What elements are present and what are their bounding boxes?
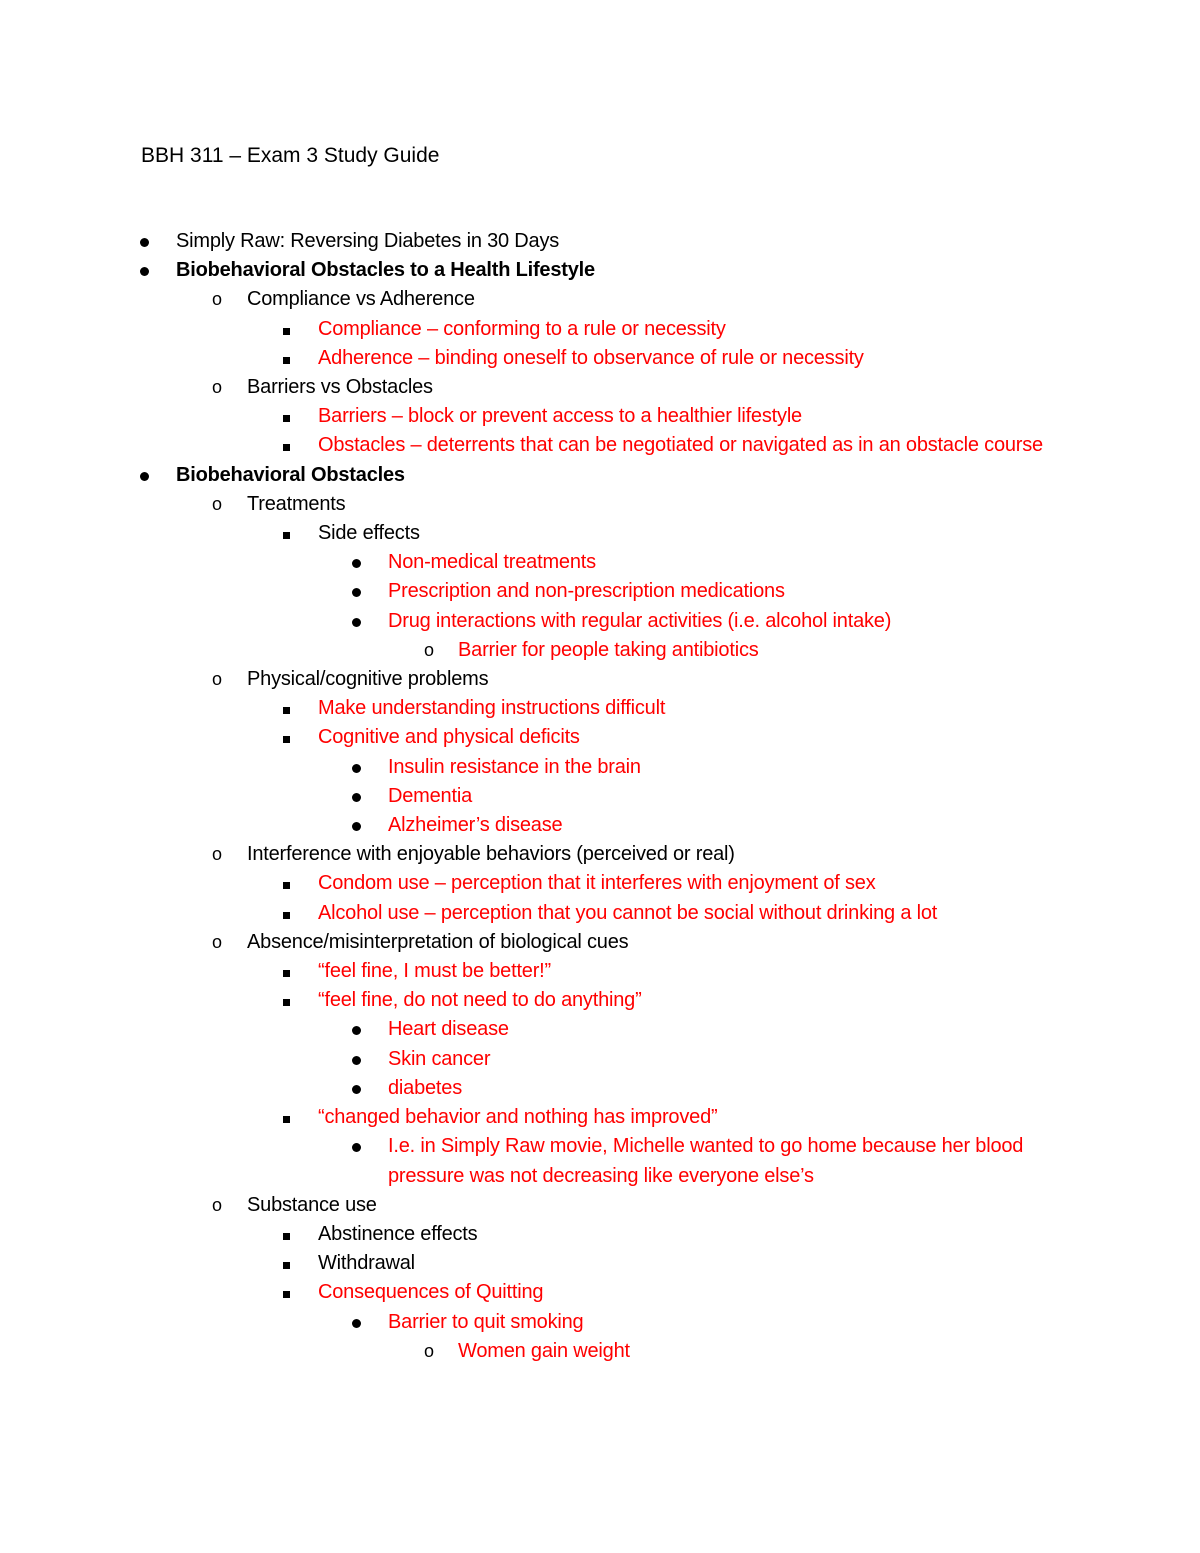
list-item xyxy=(0,548,1048,577)
list-item-text: Compliance vs Adherence xyxy=(247,288,475,311)
bullet-icon xyxy=(352,1015,372,1044)
square-bullet-icon xyxy=(283,869,303,898)
list-item xyxy=(0,519,1048,548)
list-item xyxy=(0,1308,1048,1337)
square-bullet-icon xyxy=(283,1103,303,1132)
list-item-text: Withdrawal xyxy=(318,1252,415,1275)
circle-bullet-icon: o xyxy=(212,289,222,310)
list-item-text: Heart disease xyxy=(388,1018,509,1041)
list-item xyxy=(0,490,1200,519)
list-item xyxy=(0,840,1200,869)
circle-bullet-icon: o xyxy=(424,639,434,660)
outline-list xyxy=(0,227,1200,1366)
list-item-text: Obstacles – deterrents that can be negotiated or navigated as in an obstacle course xyxy=(318,434,1043,457)
square-bullet-icon xyxy=(283,899,303,928)
circle-bullet-icon: o xyxy=(424,1340,434,1361)
list-item-text: Insulin resistance in the brain xyxy=(388,755,641,778)
list-item-text: Interference with enjoyable behaviors (perceived or real) xyxy=(247,843,735,866)
list-item xyxy=(0,694,1048,723)
list-item xyxy=(0,665,1200,694)
list-item xyxy=(0,636,1200,665)
bullet-icon xyxy=(352,753,372,782)
list-item xyxy=(0,1191,1200,1220)
list-item-text: Alcohol use – perception that you cannot be social without drinking a lot xyxy=(318,901,938,924)
bullet-icon xyxy=(352,1074,372,1103)
bullet-icon xyxy=(352,1045,372,1074)
bullet-icon xyxy=(352,548,372,577)
list-item xyxy=(0,782,1048,811)
list-item-text: Prescription and non-prescription medications xyxy=(388,580,785,603)
list-item xyxy=(0,1337,1200,1366)
list-item-text: Barriers vs Obstacles xyxy=(247,376,433,399)
square-bullet-icon xyxy=(283,1278,303,1307)
list-item-text: “changed behavior and nothing has improved” xyxy=(318,1106,718,1129)
list-item-text: Drug interactions with regular activities (i.e. alcohol intake) xyxy=(388,609,892,632)
square-bullet-icon xyxy=(283,986,303,1015)
list-item xyxy=(0,899,1048,928)
list-item xyxy=(0,256,1200,285)
bullet-icon xyxy=(352,607,372,636)
list-item-text: Adherence – binding oneself to observance of rule or necessity xyxy=(318,346,864,369)
circle-bullet-icon: o xyxy=(212,844,222,865)
list-item xyxy=(0,607,1048,636)
list-item xyxy=(0,986,1048,1015)
list-item xyxy=(0,461,1200,490)
square-bullet-icon xyxy=(283,431,303,460)
circle-bullet-icon: o xyxy=(212,931,222,952)
list-item-text: Condom use – perception that it interferes with enjoyment of sex xyxy=(318,872,876,895)
list-item-text: Alzheimer’s disease xyxy=(388,814,563,837)
circle-bullet-icon: o xyxy=(212,1194,222,1215)
square-bullet-icon xyxy=(283,344,303,373)
square-bullet-icon xyxy=(283,402,303,431)
list-item-text: Consequences of Quitting xyxy=(318,1281,544,1304)
circle-bullet-icon: o xyxy=(212,377,222,398)
square-bullet-icon xyxy=(283,1249,303,1278)
list-item-text: Treatments xyxy=(247,492,346,515)
list-item xyxy=(0,315,1048,344)
square-bullet-icon xyxy=(283,1220,303,1249)
square-bullet-icon xyxy=(283,315,303,344)
list-item-text: Make understanding instructions difficult xyxy=(318,697,666,720)
list-item xyxy=(0,402,1048,431)
list-item xyxy=(0,723,1048,752)
circle-bullet-icon: o xyxy=(212,669,222,690)
list-item-text: Women gain weight xyxy=(458,1339,630,1362)
bullet-icon xyxy=(352,1132,372,1161)
bullet-icon xyxy=(140,256,160,285)
bullet-icon xyxy=(140,461,160,490)
square-bullet-icon xyxy=(283,694,303,723)
list-item-text: Dementia xyxy=(388,784,472,807)
list-item xyxy=(0,1045,1048,1074)
list-item-text: “feel fine, I must be better!” xyxy=(318,960,551,983)
list-item-text: Simply Raw: Reversing Diabetes in 30 Days xyxy=(176,230,560,252)
list-item-text: Barriers – block or prevent access to a healthier lifestyle xyxy=(318,405,802,428)
list-item-text: Barrier to quit smoking xyxy=(388,1310,584,1333)
list-item-text: Biobehavioral Obstacles to a Health Lifestyle xyxy=(176,259,595,282)
list-item-text: Barrier for people taking antibiotics xyxy=(458,638,759,661)
list-item-text: Compliance – conforming to a rule or necessity xyxy=(318,317,726,340)
list-item-text: I.e. in Simply Raw movie, Michelle wanted to go home because her blood pressure was not decreasing like everyone else’s xyxy=(388,1135,1024,1187)
list-item xyxy=(0,227,1200,256)
list-item-text: Absence/misinterpretation of biological cues xyxy=(247,930,629,953)
bullet-icon xyxy=(352,811,372,840)
list-item xyxy=(0,577,1048,606)
bullet-icon xyxy=(352,1308,372,1337)
list-item xyxy=(0,957,1048,986)
list-item-text: diabetes xyxy=(388,1076,463,1099)
list-item-text: Skin cancer xyxy=(388,1047,491,1070)
list-item-text: Non-medical treatments xyxy=(388,551,596,574)
list-item xyxy=(0,1220,1048,1249)
list-item xyxy=(0,928,1200,957)
list-item xyxy=(0,1249,1048,1278)
square-bullet-icon xyxy=(283,723,303,752)
list-item-text: Abstinence effects xyxy=(318,1222,478,1245)
document-title: BBH 311 – Exam 3 Study Guide xyxy=(141,144,440,167)
square-bullet-icon xyxy=(283,957,303,986)
list-item xyxy=(0,373,1200,402)
circle-bullet-icon: o xyxy=(212,493,222,514)
list-item xyxy=(0,344,1048,373)
list-item-text: Biobehavioral Obstacles xyxy=(176,463,405,486)
list-item xyxy=(0,811,1048,840)
list-item xyxy=(0,1132,1048,1190)
bullet-icon xyxy=(352,782,372,811)
list-item xyxy=(0,1278,1048,1307)
list-item-text: Cognitive and physical deficits xyxy=(318,726,580,749)
list-item xyxy=(0,753,1048,782)
list-item xyxy=(0,1015,1048,1044)
list-item-text: Physical/cognitive problems xyxy=(247,668,489,691)
list-item xyxy=(0,869,1048,898)
list-item-text: “feel fine, do not need to do anything” xyxy=(318,989,642,1012)
list-item xyxy=(0,285,1200,314)
list-item-text: Substance use xyxy=(247,1193,377,1216)
bullet-icon xyxy=(352,577,372,606)
bullet-icon xyxy=(140,227,160,256)
list-item xyxy=(0,1103,1048,1132)
list-item-text: Side effects xyxy=(318,522,420,545)
square-bullet-icon xyxy=(283,519,303,548)
list-item xyxy=(0,431,1048,460)
list-item xyxy=(0,1074,1048,1103)
